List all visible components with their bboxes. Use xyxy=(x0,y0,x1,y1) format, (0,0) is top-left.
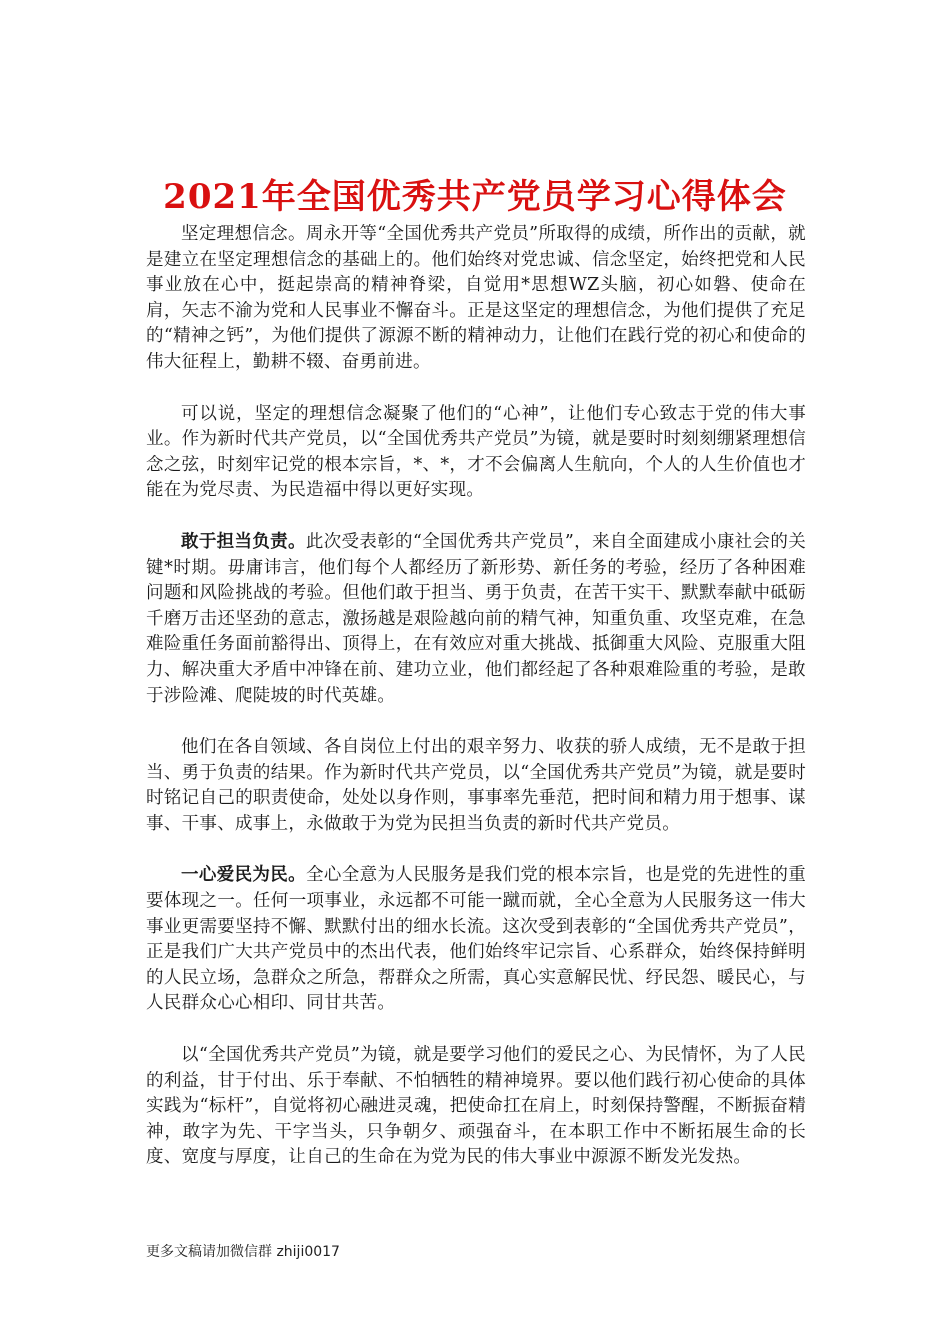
paragraph-text: 此次受表彰的“全国优秀共产党员”，来自全面建成小康社会的关键*时期。毋庸讳言，他们每个人都经历了新形势、新任务的考验，经历了各种困难问题和风险挑战的考验。但他们敢于担当、勇于负责，在苦干实干、默默奉献中砥砺千磨万击还坚劲的意志，激扬越是艰险越向前的精气神，知重负重、攻坚克难，在急难险重任务面前豁得出、顶得上，在有效应对重大挑战、抵御重大风险、克服重大阻力、解决重大矛盾中冲锋在前、建功立业，他们都经起了各种艰难险重的考验，是敢于涉险滩、爬陡坡的时代英雄。 xyxy=(146,531,806,706)
paragraph-lead: 一心爱民为民。 xyxy=(181,865,307,886)
paragraph-1 xyxy=(146,222,806,376)
paragraph-lead: 敢于担当负责。 xyxy=(181,531,306,552)
paragraph-text: 以“全国优秀共产党员”为镜，就是要学习他们的爱民之心、为民情怀，为了人民的利益，甘于付出、乐于奉献、不怕牺牲的精神境界。要以他们践行初心使命的具体实践为“标杆”，自觉将初心融进灵魂，把使命扛在肩上，时刻保持警醒，不断振奋精神，敢字为先、干字当头，只争朝夕、顽强奋斗，在本职工作中不断拓展生命的长度、宽度与厚度，让自己的生命在为党为民的伟大事业中源源不断发光发热。 xyxy=(146,1045,806,1168)
document-title: 2021年全国优秀共产党员学习心得体会 xyxy=(163,176,787,217)
paragraph-text: 他们在各自领域、各自岗位上付出的艰辛努力、收获的骄人成绩，无不是敢于担当、勇于负责的结果。作为新时代共产党员，以“全国优秀共产党员”为镜，就是要时时铭记自己的职责使命，处处以身作则，事事率先垂范，把时间和精力用于想事、谋事、干事、成事上，永做敢于为党为民担当负责的新时代共产党员。 xyxy=(146,737,806,834)
paragraph-6 xyxy=(146,1043,806,1171)
paragraph-text: 坚定理想信念。周永开等“全国优秀共产党员”所取得的成绩，所作出的贡献，就是建立在坚定理想信念的基础上的。他们始终对党忠诚、信念坚定，始终把党和人民事业放在心中，挺起崇高的精神脊梁，自觉用*思想WZ头脑，初心如磐、使命在肩，矢志不渝为党和人民事业不懈奋斗。正是这坚定的理想信念，为他们提供了充足的“精神之钙”，为他们提供了源源不断的精神动力，让他们在践行党的初心和使命的伟大征程上，勤耕不辍、奋勇前进。 xyxy=(146,224,806,372)
paragraph-text: 可以说，坚定的理想信念凝聚了他们的“心神”，让他们专心致志于党的伟大事业。作为新时代共产党员，以“全国优秀共产党员”为镜，就是要时时刻刻绷紧理想信念之弦，时刻牢记党的根本宗旨，*、*，才不会偏离人生航向，个人的人生价值也才能在为党尽责、为民造福中得以更好实现。 xyxy=(146,403,806,501)
paragraph-text: 全心全意为人民服务是我们党的根本宗旨，也是党的先进性的重要体现之一。任何一项事业，永远都不可能一蹴而就，全心全意为人民服务这一伟大事业更需要坚持不懈、默默付出的细水长流。这次受到表彰的“全国优秀共产党员”，正是我们广大共产党员中的杰出代表，他们始终牢记宗旨、心系群众，始终保持鲜明的人民立场，急群众之所急，帮群众之所需，真心实意解民忧、纾民怨、暖民心，与人民群众心心相印、同甘共苦。 xyxy=(146,865,806,1014)
paragraph-4 xyxy=(146,735,806,837)
paragraph-3 xyxy=(146,530,806,709)
document-body xyxy=(146,222,806,1197)
footer-note: 更多文稿请加微信群 zhiji0017 xyxy=(146,1244,340,1260)
paragraph-2 xyxy=(146,402,806,504)
paragraph-5 xyxy=(146,863,806,1017)
